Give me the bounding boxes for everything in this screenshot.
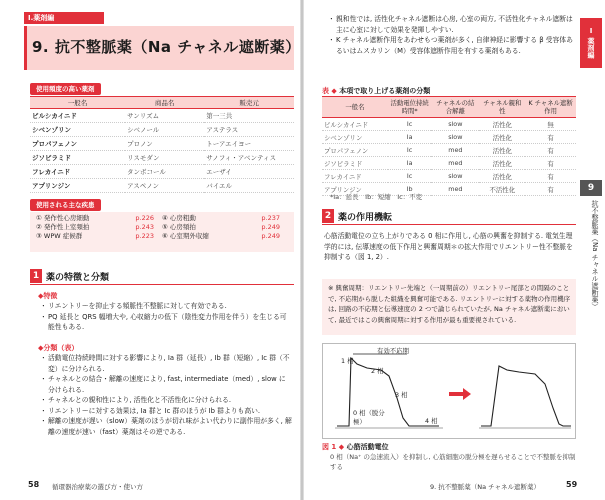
cell: ジソピラミド [30,151,125,165]
cell: Ⅰa [388,131,431,144]
cell: 活性化 [479,144,525,157]
cell: アプリンジン [30,179,125,193]
cell: med [431,157,479,170]
table-row [30,165,294,179]
figure-caption-text: 心筋活動電位 [346,443,389,451]
cell: プロノン [125,137,204,151]
cell: プロパフェノン [322,144,388,157]
right-top-list [328,14,576,56]
list-item: ・ リエントリーを抑止する頻脈性不整脈に対して有効である. [40,301,292,312]
list-item: ・ PQ 延長と QRS 幅増大や, 心収縮力の低下（陰性変力作用を伴う）を生じる可能性もある. [40,312,292,333]
cell: 活性化 [479,131,525,144]
footer-right: 9. 抗不整脈薬（Na チャネル遮断薬） [430,483,540,491]
cell: 有 [525,183,576,196]
col-header: 商品名 [125,97,204,109]
figure-text: 0 相（Na⁺ の急速流入）を抑制し, 心筋細胞の脱分極を遅らせることで不整脈を抑制する [330,453,576,471]
page-title: 9. 抗不整脈薬（Na チャネル遮断薬） [32,38,301,56]
cell: シベンゾリン [322,131,388,144]
figure-caption [322,442,389,452]
figure-label: 1 相 [341,357,354,365]
cell: med [431,144,479,157]
note-text: ※ 興奮周期：リエントリー先端と（一周期前の）リエントリー尾部との間隔のことで, 不応期から脱した組織を興奮可能である. リエントリーに対する薬物の作用機序は, 回路の不応期と伝導速度の 2 つで論じられていたが, Na チャネル遮断薬において, 最近ではこの興奮周期に対する作用が最も重要視されている. [328,284,571,324]
col-header: 販売元 [204,97,294,109]
cell: ピルシカイニド [30,109,125,123]
disease-page-link[interactable]: p.223 [135,232,154,240]
cell: slow [431,131,479,144]
cell: フレカイニド [322,170,388,183]
feature-list [40,301,292,333]
cell: 活性化 [479,157,525,170]
disease-name: ① 発作性心房細動 [36,214,90,222]
page-number-right: 59 [566,480,578,489]
cell: バイエル [204,179,294,193]
side-index-tab[interactable]: Ⅰ 薬剤編 [580,18,602,68]
table-row [322,118,576,131]
cell: Ⅰb [388,183,431,196]
figure-frame [322,343,576,439]
section-rule [30,284,294,285]
col-header: 一般名 [322,97,388,118]
table-row [30,151,294,165]
col-header: 活動電位持続時間* [388,97,431,118]
table-row [322,157,576,170]
col-header: チャネルの結合解離 [431,97,479,118]
ap-curve-drug [481,366,571,426]
mechanism-body: 心筋活動電位の立ち上がりである 0 相に作用し, 心筋の興奮を抑制する. 電気生理学的には, 伝導速度の低下作用と興奮周期＊の拡大作用でリエントリー性不整脈を抑制する（図 1, 2）. [324,232,573,261]
cell: Ⅰc [388,170,431,183]
cell: トーアエイヨー [204,137,294,151]
disease-name: ② 発作性上室頻拍 [36,223,90,231]
list-item: ・ K チャネル遮断作用をあわせもつ薬剤が多く, 自律神経に影響する β 受容体あるいはムスカリン（M）受容体遮断作用を有する薬剤もある. [328,35,576,56]
cell: サンリズム [125,109,204,123]
section-tab: Ⅰ.薬剤編 [24,12,104,24]
frequent-drug-table [30,96,294,193]
arrow-icon [449,388,471,400]
cell: 有 [525,131,576,144]
cell: 活性化 [479,118,525,131]
cell: タンボコール [125,165,204,179]
table-caption-mark: 表 ◆ [322,87,337,95]
feature-label: ◆特徴 [38,292,58,300]
cell: 活性化 [479,170,525,183]
table-note: *Ⅰa：延長 Ⅰb：短縮 Ⅰc：不変 [330,193,423,201]
cell: シベノール [125,123,204,137]
cell: エーザイ [204,165,294,179]
disease-name: ③ WPW 症候群 [36,232,83,240]
disease-page-link[interactable]: p.249 [261,232,280,240]
table-caption-text: 本項で取り上げる薬剤の分類 [339,87,431,95]
disease-name: ④ 心房粗動 [162,214,196,222]
cell: 無 [525,118,576,131]
list-item: ・ リエントリーに対する効果は, Ⅰa 群と Ⅰc 群のほうが Ⅰb 群よりも高い. [40,406,292,417]
cell: ピルシカイニド [322,118,388,131]
section-number: 1 [30,269,42,283]
cell: アスペノン [125,179,204,193]
frequent-label: 使用頻度の高い薬剤 [30,83,101,95]
cell: フレカイニド [30,165,125,179]
figure-label: 3 相 [395,391,408,399]
cell: 有 [525,144,576,157]
classification-table [322,96,576,196]
disease-page-link[interactable]: p.237 [261,214,280,222]
section-heading: 薬の特徴と分類 [46,273,110,283]
disease-page-link[interactable]: p.249 [261,223,280,231]
list-item: ・ チャネルとの親和性により, 活性化と不活性化に分けられる. [40,395,292,406]
table-caption [322,86,430,96]
table-header-row [322,97,576,118]
page-number-left: 58 [28,480,40,489]
cell: med [431,183,479,196]
disease-list [36,214,288,241]
figure-caption-mark: 図 1 ◆ [322,443,345,451]
list-item: ・ 活動電位持続時間に対する影響により, Ⅰa 群（延長）, Ⅰb 群（短縮）, Ⅰc 群（不変）に分けられる. [40,353,292,374]
cell: 第一三共 [204,109,294,123]
cell: slow [431,118,479,131]
cell: Ⅰc [388,118,431,131]
cell: リスモダン [125,151,204,165]
table-row [322,144,576,157]
section-number: 2 [322,209,334,223]
disease-name: ⑥ 心室期外収縮 [162,232,209,240]
cell: slow [431,170,479,183]
table-row [30,109,294,123]
list-item: ・ 親和性では, 活性化チャネル遮断は心房, 心室の両方, 不活性化チャネル遮断は主に心室に対して効果を発揮しやすい. [328,14,576,35]
cell: ジソピラミド [322,157,388,170]
cell: Ⅰc [388,144,431,157]
table-row [322,131,576,144]
list-item: ・ 解離の速度が遅い（slow）薬剤のほうが切れ味がよい代わりに副作用が多く, 解離の速度が速い（fast）薬剤はその逆である. [40,416,292,437]
col-header: K チャネル遮断作用 [525,97,576,118]
disease-page-link[interactable]: p.226 [135,214,154,222]
figure-label: 2 相 [371,367,384,375]
figure-label: 4 相 [425,417,438,425]
cell: サノフィ・アベンティス [204,151,294,165]
cell: シベンゾリン [30,123,125,137]
footer-left: 循環器治療薬の選び方・使い方 [52,483,143,491]
cell: プロパフェノン [30,137,125,151]
figure-label: 有効不応期 [377,347,409,355]
disease-name: ⑤ 心房頻拍 [162,223,196,231]
table-row [30,123,294,137]
section-rule [322,224,576,225]
side-chapter-title: 抗不整脈薬（Na チャネル遮断薬） [591,200,599,310]
class-label: ◆分類（表） [38,344,79,352]
class-list [40,353,292,437]
cell: アプリンジン [322,183,388,196]
cell: Ⅰa [388,157,431,170]
table-row [30,137,294,151]
col-header: チャネル親和性 [479,97,525,118]
section-heading: 薬の作用機転 [338,213,393,223]
figure-label: 0 相（脱分極） [353,409,385,426]
col-header: 一般名 [30,97,125,109]
list-item: ・ チャネルとの結合・解離の速度により, fast, intermediate（med）, slow に分けられる. [40,374,292,395]
table-header-row [30,97,294,109]
cell: 不活性化 [479,183,525,196]
disease-page-link[interactable]: p.243 [135,223,154,231]
cell: 有 [525,170,576,183]
cell: アステラス [204,123,294,137]
table-row [322,170,576,183]
side-chapter-number: 9 [580,180,602,196]
gutter [300,0,304,500]
table-row [30,179,294,193]
cell: 有 [525,157,576,170]
disease-label: 使用される主な疾患 [30,199,101,211]
